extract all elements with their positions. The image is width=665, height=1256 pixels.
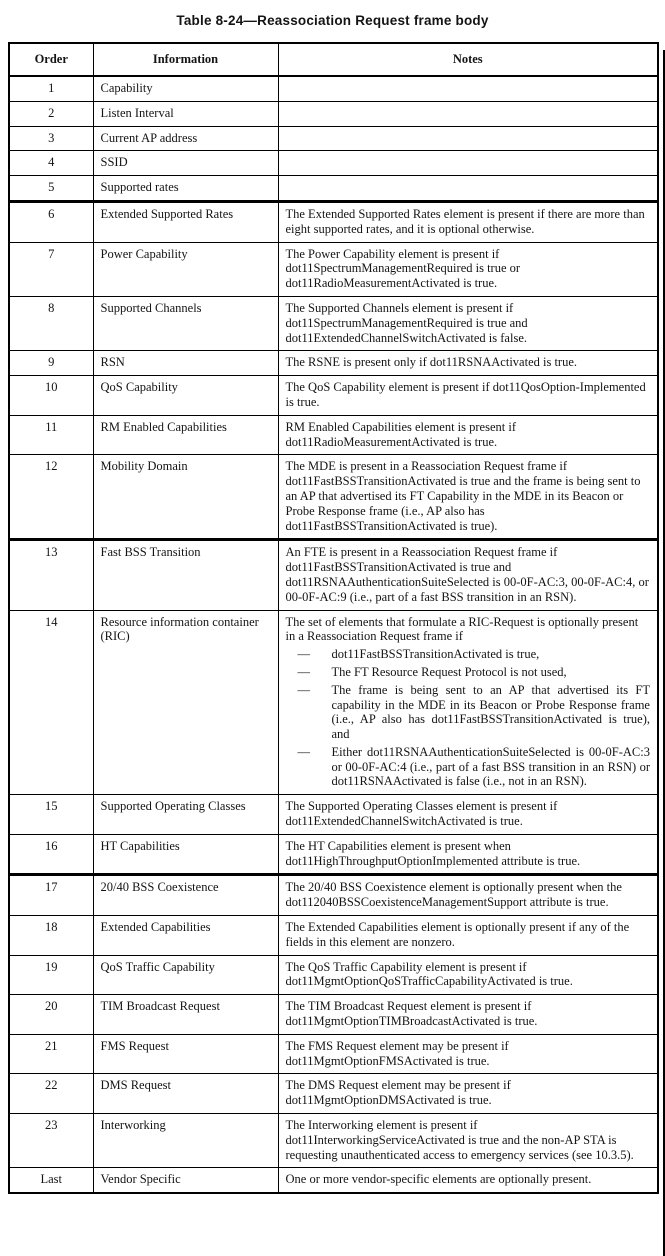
notes-bullet bbox=[286, 665, 651, 680]
order-cell: 10 bbox=[9, 376, 93, 416]
information-cell: RSN bbox=[93, 351, 278, 376]
header-row bbox=[9, 43, 658, 76]
order-cell: 2 bbox=[9, 101, 93, 126]
table-row bbox=[9, 351, 658, 376]
column-header-information: Information bbox=[93, 43, 278, 76]
information-cell: QoS Capability bbox=[93, 376, 278, 416]
bullet-dash: — bbox=[297, 682, 310, 697]
table-row bbox=[9, 176, 658, 202]
table-row bbox=[9, 875, 658, 916]
table-row bbox=[9, 916, 658, 956]
column-header-notes: Notes bbox=[278, 43, 658, 76]
notes-cell bbox=[278, 176, 658, 202]
order-cell: 13 bbox=[9, 540, 93, 610]
order-cell: 12 bbox=[9, 455, 93, 540]
table-title: Table 8-24—Reassociation Request frame body bbox=[176, 13, 489, 28]
table-row bbox=[9, 1114, 658, 1168]
table-row bbox=[9, 955, 658, 995]
table-body bbox=[9, 76, 658, 1193]
information-cell: Resource information container (RIC) bbox=[93, 610, 278, 795]
notes-cell: The Extended Supported Rates element is present if there are more than eight supported rates, and it is optional otherwise. bbox=[278, 201, 658, 242]
order-cell: 1 bbox=[9, 76, 93, 101]
notes-cell: An FTE is present in a Reassociation Request frame if dot11FastBSSTransitionActivated is true and dot11RSNAAuthenticationSuiteSelected is 00-0F-AC:3, 00-0F-AC:4, or 00-0F-AC:9 (i.e., part of a fast BSS transition in an RSN). bbox=[278, 540, 658, 610]
order-cell: 4 bbox=[9, 151, 93, 176]
bullet-dash: — bbox=[297, 664, 310, 679]
table-row bbox=[9, 242, 658, 296]
order-cell: 21 bbox=[9, 1034, 93, 1074]
notes-cell: RM Enabled Capabilities element is present if dot11RadioMeasurementActivated is true. bbox=[278, 415, 658, 455]
order-cell: 23 bbox=[9, 1114, 93, 1168]
table-row bbox=[9, 201, 658, 242]
notes-bullet bbox=[286, 647, 651, 662]
notes-cell: The DMS Request element may be present if dot11MgmtOptionDMSActivated is true. bbox=[278, 1074, 658, 1114]
notes-cell: The HT Capabilities element is present when dot11HighThroughputOptionImplemented attribute is true. bbox=[278, 834, 658, 875]
order-cell: 16 bbox=[9, 834, 93, 875]
reassociation-request-frame-body-table bbox=[8, 42, 659, 1194]
order-cell: 3 bbox=[9, 126, 93, 151]
notes-cell bbox=[278, 76, 658, 101]
table-row bbox=[9, 415, 658, 455]
notes-bullet bbox=[286, 683, 651, 742]
bullet-text: Either dot11RSNAAuthenticationSuiteSelected is 00-0F-AC:3 or 00-0F-AC:4 (i.e., part of a fast BSS transition in an RSN) or dot11RSNAActivated is false (i.e., not in an RSN). bbox=[331, 744, 650, 789]
order-cell: 19 bbox=[9, 955, 93, 995]
information-cell: Mobility Domain bbox=[93, 455, 278, 540]
table-row bbox=[9, 995, 658, 1035]
notes-cell: The RSNE is present only if dot11RSNAActivated is true. bbox=[278, 351, 658, 376]
order-cell: 7 bbox=[9, 242, 93, 296]
bullet-text: The FT Resource Request Protocol is not used, bbox=[331, 664, 567, 679]
information-cell: 20/40 BSS Coexistence bbox=[93, 875, 278, 916]
table-row bbox=[9, 834, 658, 875]
table-row bbox=[9, 126, 658, 151]
information-cell: Listen Interval bbox=[93, 101, 278, 126]
bullet-dash: — bbox=[297, 647, 310, 662]
table-row bbox=[9, 151, 658, 176]
notes-cell: The Power Capability element is present if dot11SpectrumManagementRequired is true or dot11RadioMeasurementActivated is true. bbox=[278, 242, 658, 296]
information-cell: Supported Channels bbox=[93, 296, 278, 350]
notes-cell bbox=[278, 151, 658, 176]
table-row bbox=[9, 795, 658, 835]
information-cell: SSID bbox=[93, 151, 278, 176]
notes-cell: The QoS Traffic Capability element is present if dot11MgmtOptionQoSTrafficCapabilityActivated is true. bbox=[278, 955, 658, 995]
table-row bbox=[9, 101, 658, 126]
column-header-order: Order bbox=[9, 43, 93, 76]
table-row bbox=[9, 1034, 658, 1074]
notes-cell bbox=[278, 101, 658, 126]
order-cell: 20 bbox=[9, 995, 93, 1035]
information-cell: Fast BSS Transition bbox=[93, 540, 278, 610]
notes-cell: The TIM Broadcast Request element is present if dot11MgmtOptionTIMBroadcastActivated is true. bbox=[278, 995, 658, 1035]
information-cell: QoS Traffic Capability bbox=[93, 955, 278, 995]
table-row bbox=[9, 610, 658, 795]
order-cell: 17 bbox=[9, 875, 93, 916]
information-cell: TIM Broadcast Request bbox=[93, 995, 278, 1035]
notes-cell: The Interworking element is present if dot11InterworkingServiceActivated is true and the non-AP STA is requesting unauthenticated access to emergency services (see 10.3.5). bbox=[278, 1114, 658, 1168]
notes-cell bbox=[278, 126, 658, 151]
notes-cell: The Supported Channels element is present if dot11SpectrumManagementRequired is true and dot11ExtendedChannelSwitchActivated is false. bbox=[278, 296, 658, 350]
information-cell: Supported Operating Classes bbox=[93, 795, 278, 835]
notes-cell: The FMS Request element may be present if dot11MgmtOptionFMSActivated is true. bbox=[278, 1034, 658, 1074]
notes-cell: The QoS Capability element is present if dot11QosOption-Implemented is true. bbox=[278, 376, 658, 416]
order-cell: 22 bbox=[9, 1074, 93, 1114]
information-cell: DMS Request bbox=[93, 1074, 278, 1114]
order-cell: 15 bbox=[9, 795, 93, 835]
bullet-text: dot11FastBSSTransitionActivated is true, bbox=[331, 647, 540, 662]
information-cell: Supported rates bbox=[93, 176, 278, 202]
notes-cell: The Extended Capabilities element is optionally present if any of the fields in this element are nonzero. bbox=[278, 916, 658, 956]
notes-bullet bbox=[286, 745, 651, 789]
information-cell: RM Enabled Capabilities bbox=[93, 415, 278, 455]
information-cell: Current AP address bbox=[93, 126, 278, 151]
information-cell: Extended Supported Rates bbox=[93, 201, 278, 242]
notes-intro: The set of elements that formulate a RIC-Request is optionally present in a Reassociation Request frame if bbox=[285, 614, 639, 644]
notes-cell: One or more vendor-specific elements are optionally present. bbox=[278, 1168, 658, 1193]
notes-cell: The MDE is present in a Reassociation Request frame if dot11FastBSSTransitionActivated is true and the frame is being sent to an AP that advertised its FT Capability in the MDE in its Beacon or Probe Response frame (i.e., AP also has dot11FastBSSTransitionActivated is true). bbox=[278, 455, 658, 540]
notes-cell bbox=[278, 610, 658, 795]
table-row bbox=[9, 1074, 658, 1114]
information-cell: Interworking bbox=[93, 1114, 278, 1168]
table-row bbox=[9, 376, 658, 416]
information-cell: HT Capabilities bbox=[93, 834, 278, 875]
order-cell: 9 bbox=[9, 351, 93, 376]
order-cell: 18 bbox=[9, 916, 93, 956]
notes-cell: The Supported Operating Classes element is present if dot11ExtendedChannelSwitchActivated is true. bbox=[278, 795, 658, 835]
information-cell: Vendor Specific bbox=[93, 1168, 278, 1193]
table-row bbox=[9, 76, 658, 101]
order-cell: Last bbox=[9, 1168, 93, 1193]
notes-cell: The 20/40 BSS Coexistence element is optionally present when the dot112040BSSCoexistenceManagementSupport attribute is true. bbox=[278, 875, 658, 916]
order-cell: 8 bbox=[9, 296, 93, 350]
information-cell: Power Capability bbox=[93, 242, 278, 296]
table-row bbox=[9, 1168, 658, 1193]
order-cell: 6 bbox=[9, 201, 93, 242]
bullet-dash: — bbox=[297, 744, 310, 759]
information-cell: Capability bbox=[93, 76, 278, 101]
table-row bbox=[9, 455, 658, 540]
order-cell: 5 bbox=[9, 176, 93, 202]
table-row bbox=[9, 540, 658, 610]
information-cell: FMS Request bbox=[93, 1034, 278, 1074]
order-cell: 11 bbox=[9, 415, 93, 455]
order-cell: 14 bbox=[9, 610, 93, 795]
table-row bbox=[9, 296, 658, 350]
information-cell: Extended Capabilities bbox=[93, 916, 278, 956]
bullet-text: The frame is being sent to an AP that advertised its FT capability in the MDE in its Beacon or Probe Response frame (i.e., AP also has dot11FastBSSTransitionActivated is true), and bbox=[331, 682, 650, 742]
